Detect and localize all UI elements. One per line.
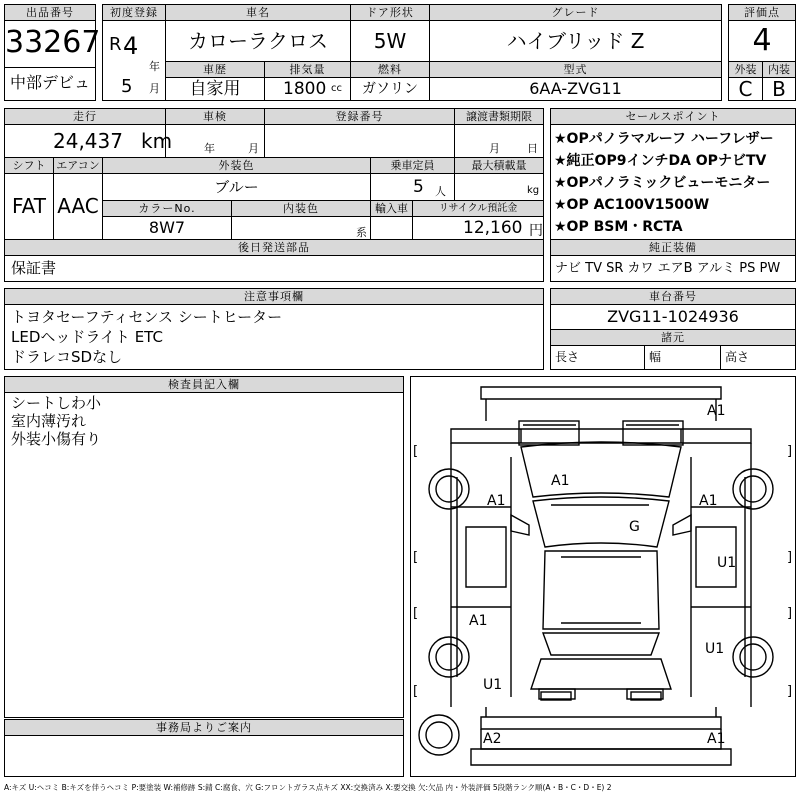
damage-mark: A1 bbox=[469, 613, 488, 629]
length-cell: 長さ bbox=[550, 345, 645, 370]
bracket-open: [ bbox=[413, 684, 419, 699]
legend: A:キズ U:ヘコミ B:キズを伴うヘコミ P:要塗装 W:補修跡 S:錆 C:腐食、穴 G:フロントガラス点キズ XX:交換済み X:要交換 欠:欠品 内・外装評価 5段階ランク順(A・B・C・D・E) 2 bbox=[4, 783, 612, 792]
score: 4 bbox=[728, 20, 796, 62]
import-value bbox=[370, 216, 413, 240]
displacement-unit: cc bbox=[331, 83, 342, 94]
capacity: 5 bbox=[413, 177, 424, 197]
door-label: ドア形状 bbox=[350, 4, 430, 21]
sales-point-item: ★純正OP9インチDA OPナビTV bbox=[554, 153, 767, 169]
sales-point-item: ★OP AC100V1500W bbox=[554, 197, 710, 213]
max-load-label: 最大積載量 bbox=[454, 157, 544, 174]
damage-mark: A1 bbox=[707, 403, 726, 419]
width-cell: 幅 bbox=[644, 345, 721, 370]
car-name: カローラクロス bbox=[165, 20, 351, 62]
transfer-deadline-cell bbox=[454, 124, 544, 158]
history-label: 車歴 bbox=[165, 61, 265, 78]
year-unit: 年 bbox=[149, 60, 160, 73]
max-load-cell bbox=[454, 173, 544, 201]
chassis-number: ZVG11-1024936 bbox=[550, 304, 796, 330]
sales-point-item: ★OPパノラミックビューモニター bbox=[554, 175, 771, 191]
first-registration-cell bbox=[102, 20, 166, 101]
bracket-open: [ bbox=[413, 550, 419, 565]
bracket-close: ] bbox=[787, 444, 793, 459]
registration-number bbox=[264, 124, 455, 158]
height-cell: 高さ bbox=[720, 345, 796, 370]
registration-month: 5 bbox=[121, 76, 133, 97]
sales-point-item: ★OP BSM・RCTA bbox=[554, 219, 683, 235]
interior-color-cell bbox=[231, 216, 371, 240]
mileage-cell bbox=[4, 124, 173, 158]
transfer-deadline-label: 譲渡書類期限 bbox=[454, 108, 544, 125]
interior-grade-label: 内装 bbox=[762, 61, 796, 78]
exterior-color-label: 外装色 bbox=[102, 157, 371, 174]
shift-label: シフト bbox=[4, 157, 54, 174]
interior-color-unit: 系 bbox=[356, 226, 367, 239]
displacement: 1800 bbox=[283, 79, 327, 99]
office-label: 事務局よりご案内 bbox=[4, 719, 404, 736]
transfer-day-unit: 日 bbox=[527, 142, 538, 155]
exterior-grade-label: 外装 bbox=[728, 61, 763, 78]
later-parts-label: 後日発送部品 bbox=[4, 239, 544, 256]
inspector-label: 検査員記入欄 bbox=[4, 376, 404, 393]
mileage: 24,437 bbox=[53, 129, 123, 153]
capacity-label: 乗車定員 bbox=[370, 157, 455, 174]
recycle-fee: 12,160 bbox=[463, 218, 523, 238]
mileage-unit: km bbox=[141, 129, 173, 153]
note-line: LEDヘッドライト ETC bbox=[11, 328, 163, 346]
damage-diagram bbox=[410, 376, 796, 777]
recycle-label: リサイクル預託金 bbox=[412, 200, 544, 217]
debut-label: 中部デビュ bbox=[4, 67, 96, 101]
model-code: 6AA-ZVG11 bbox=[429, 77, 722, 101]
note-line: ドラレコSDなし bbox=[11, 348, 123, 366]
bracket-open: [ bbox=[413, 444, 419, 459]
displacement-label: 排気量 bbox=[264, 61, 351, 78]
import-label: 輸入車 bbox=[370, 200, 413, 217]
equipment-label: 純正装備 bbox=[550, 239, 796, 256]
transfer-month-unit: 月 bbox=[489, 142, 500, 155]
era: R bbox=[109, 34, 122, 55]
car-name-label: 車名 bbox=[165, 4, 351, 21]
sales-points bbox=[550, 124, 796, 240]
inspection-month-unit: 月 bbox=[248, 142, 259, 155]
recycle-unit: 円 bbox=[529, 223, 543, 239]
max-load-unit: kg bbox=[527, 185, 540, 196]
sales-points-label: セールスポイント bbox=[550, 108, 796, 125]
bracket-close: ] bbox=[787, 606, 793, 621]
model-label: 型式 bbox=[429, 61, 722, 78]
ac: AAC bbox=[53, 173, 103, 240]
capacity-unit: 人 bbox=[435, 185, 446, 198]
sales-point-item: ★OPパノラマルーフ ハーフレザー bbox=[554, 131, 774, 147]
registration-number-label: 登録番号 bbox=[264, 108, 455, 125]
inspector-line: 外装小傷有り bbox=[11, 430, 102, 448]
recycle-cell bbox=[412, 216, 544, 240]
mileage-label: 走行 bbox=[4, 108, 166, 125]
shift: FAT bbox=[4, 173, 54, 240]
interior-grade: B bbox=[762, 77, 796, 101]
notes-label: 注意事項欄 bbox=[4, 288, 544, 305]
lot-number-label: 出品番号 bbox=[4, 4, 96, 21]
month-unit: 月 bbox=[149, 82, 160, 95]
inspector-notes bbox=[4, 392, 404, 718]
damage-mark: U1 bbox=[717, 555, 737, 571]
damage-mark: U1 bbox=[705, 641, 725, 657]
equipment: ナビ TV SR カワ エアB アルミ PS PW bbox=[550, 255, 796, 282]
color-number: 8W7 bbox=[102, 216, 232, 240]
fuel-label: 燃料 bbox=[350, 61, 430, 78]
inspection-cell bbox=[165, 124, 265, 158]
bracket-close: ] bbox=[787, 550, 793, 565]
bracket-open: [ bbox=[413, 606, 419, 621]
exterior-grade: C bbox=[728, 77, 763, 101]
inspector-line: シートしわ小 bbox=[11, 394, 102, 412]
registration-year: 4 bbox=[123, 32, 139, 60]
car-outline-svg bbox=[411, 377, 797, 778]
notes bbox=[4, 304, 544, 370]
lot-number: 33267 bbox=[4, 20, 96, 68]
history: 自家用 bbox=[165, 77, 265, 101]
note-line: トヨタセーフティセンス シートヒーター bbox=[11, 308, 283, 326]
office-notes bbox=[4, 735, 404, 777]
capacity-cell bbox=[370, 173, 455, 201]
grade: ハイブリッド Z bbox=[429, 20, 722, 62]
fuel: ガソリン bbox=[350, 77, 430, 101]
door-type: 5W bbox=[350, 20, 430, 62]
dimensions-label: 諸元 bbox=[550, 329, 796, 346]
later-parts: 保証書 bbox=[4, 255, 544, 282]
damage-mark: A1 bbox=[487, 493, 506, 509]
score-label: 評価点 bbox=[728, 4, 796, 21]
damage-mark: U1 bbox=[483, 677, 503, 693]
chassis-label: 車台番号 bbox=[550, 288, 796, 305]
damage-mark: A2 bbox=[483, 731, 502, 747]
displacement-cell bbox=[264, 77, 351, 101]
damage-mark: G bbox=[629, 519, 640, 535]
inspector-line: 室内薄汚れ bbox=[11, 412, 87, 430]
interior-color-label: 内装色 bbox=[231, 200, 371, 217]
first-registration-label: 初度登録 bbox=[102, 4, 166, 21]
color-number-label: カラーNo. bbox=[102, 200, 232, 217]
grade-label: グレード bbox=[429, 4, 722, 21]
ac-label: エアコン bbox=[53, 157, 103, 174]
bracket-close: ] bbox=[787, 684, 793, 699]
inspection-label: 車検 bbox=[165, 108, 265, 125]
inspection-year-unit: 年 bbox=[204, 142, 215, 155]
damage-mark: A1 bbox=[707, 731, 726, 747]
exterior-color: ブルー bbox=[102, 173, 371, 201]
damage-mark: A1 bbox=[551, 473, 570, 489]
damage-mark: A1 bbox=[699, 493, 718, 509]
